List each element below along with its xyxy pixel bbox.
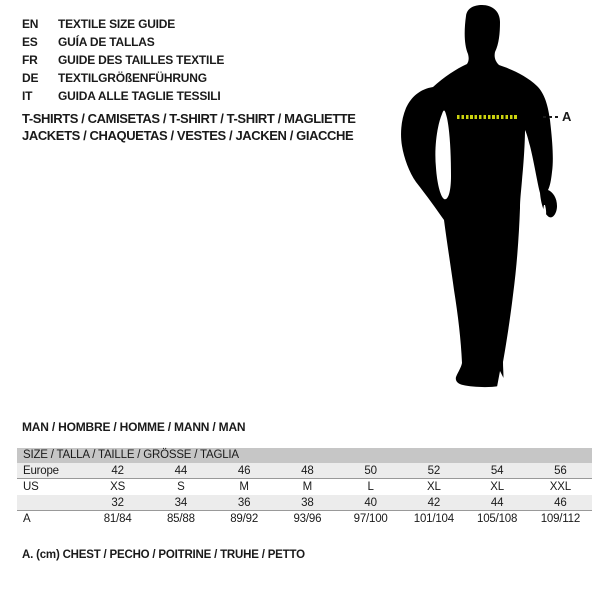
- size-cell: M: [239, 481, 249, 493]
- language-text: TEXTILGRÖßENFÜHRUNG: [58, 71, 207, 85]
- size-cell: 44: [490, 497, 504, 509]
- size-cell: 85/88: [166, 513, 195, 525]
- language-code: FR: [22, 53, 38, 67]
- table-row-chest-a: [17, 511, 592, 527]
- pocket-crease: [447, 306, 456, 318]
- table-row-europe: [17, 463, 592, 479]
- size-cell: M: [302, 481, 313, 493]
- size-cell: 50: [364, 465, 377, 477]
- measurement-footnote: A. (cm) CHEST / PECHO / POITRINE / TRUHE / PETTO: [22, 549, 305, 561]
- size-cell: 46: [237, 465, 251, 477]
- size-table: [17, 448, 592, 527]
- table-row-us: [17, 479, 592, 495]
- size-cell: 101/104: [413, 513, 454, 525]
- size-cell: 36: [237, 497, 251, 509]
- chest-measure-dashed-line: [457, 115, 518, 119]
- measure-label-a: A: [562, 109, 572, 124]
- measure-leader-dashes: [543, 116, 561, 118]
- row-label: Europe: [23, 465, 59, 477]
- size-cell: S: [177, 481, 185, 493]
- size-cell: 32: [111, 497, 124, 509]
- row-label: [17, 495, 86, 510]
- size-cell: 40: [364, 497, 377, 509]
- size-cell: 105/108: [477, 513, 518, 525]
- size-cell: XL: [427, 481, 441, 493]
- row-label: A: [23, 513, 31, 525]
- language-code: DE: [22, 71, 39, 85]
- language-text: GUIDE DES TAILLES TEXTILE: [58, 53, 225, 67]
- size-cell: XXL: [549, 481, 571, 493]
- size-cell: 109/112: [540, 513, 581, 525]
- size-cell: 42: [111, 465, 124, 477]
- size-cell: 46: [554, 497, 567, 509]
- language-code: ES: [22, 35, 38, 49]
- table-row-us-numeric: [17, 495, 592, 511]
- size-cell: 48: [301, 465, 314, 477]
- size-cell: 34: [174, 497, 188, 509]
- size-cell: XS: [110, 481, 126, 493]
- size-cell: 81/84: [103, 513, 132, 525]
- section-title-man: MAN / HOMBRE / HOMME / MANN / MAN: [22, 420, 246, 434]
- product-line-jackets: JACKETS / CHAQUETAS / VESTES / JACKEN / GIACCHE: [22, 128, 354, 143]
- size-cell: 56: [554, 465, 567, 477]
- size-cell: 54: [490, 465, 504, 477]
- language-code: IT: [22, 89, 33, 103]
- language-text: GUIDA ALLE TAGLIE TESSILI: [58, 89, 221, 103]
- size-cell: L: [367, 481, 374, 493]
- size-cell: XL: [490, 481, 504, 493]
- language-code: EN: [22, 17, 39, 31]
- row-label: US: [23, 481, 39, 493]
- size-cell: 44: [174, 465, 188, 477]
- size-table-header: SIZE / TALLA / TAILLE / GRÖSSE / TAGLIA: [17, 448, 592, 463]
- language-text: TEXTILE SIZE GUIDE: [58, 17, 176, 31]
- size-cell: 38: [301, 497, 314, 509]
- size-cell: 42: [427, 497, 441, 509]
- size-cell: 89/92: [230, 513, 259, 525]
- size-cell: 52: [427, 465, 441, 477]
- product-line-tshirts: T-SHIRTS / CAMISETAS / T-SHIRT / T-SHIRT / MAGLIETTE: [22, 111, 356, 126]
- size-cell: 93/96: [293, 513, 322, 525]
- language-text: GUÍA DE TALLAS: [58, 35, 155, 49]
- size-cell: 97/100: [353, 513, 388, 525]
